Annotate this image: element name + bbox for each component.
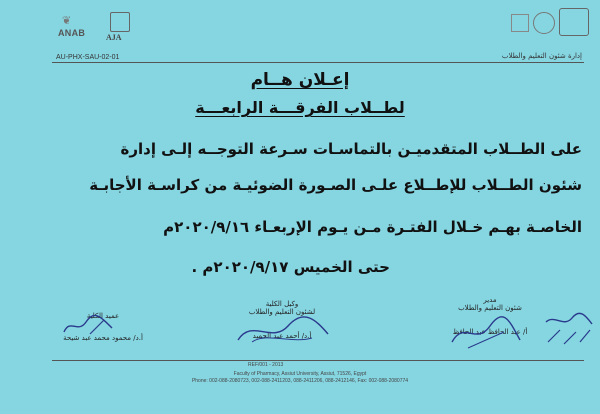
director-name: أ/ عبد الحافظ عبد الحافظ xyxy=(452,328,528,336)
footer-contact: Phone: 002-088-2080723, 002-088-2411203, 088-2411206, 088-2412146, Fax: 002-088-2080774 xyxy=(191,378,409,384)
vice-dean-signature-icon xyxy=(232,314,332,348)
university-logos xyxy=(505,8,595,46)
director-title: مدير xyxy=(483,296,497,304)
footer-address: Faculty of Pharmacy, Assiut University, Assiut, 71526, Egypt xyxy=(233,371,367,377)
director-signature-icon xyxy=(446,312,526,352)
wheat-icon: ❦ xyxy=(62,14,72,27)
notice-line-2: شئون الطــلاب للإطــلاع علـى الصـورة الضوئيـة من كراسـة الأجابـة xyxy=(89,176,582,194)
department-header: إدارة شئون التعليم والطلاب xyxy=(501,52,582,60)
footer-divider xyxy=(52,360,584,361)
notice-line-4: حتى الخميس ٢٠٢٠/٩/١٧م . xyxy=(191,258,390,276)
aja-logo-text: AJA xyxy=(106,33,122,42)
notice-line-3: الخاصـة بهـم خـلال الفتـرة مـن يـوم الإربعـاء ٢٠٢٠/٩/١٦م xyxy=(163,218,582,236)
university-emblem-icon xyxy=(559,8,589,36)
anab-logo xyxy=(54,14,96,44)
dean-name: أ.د/ محمود محمد عبد شيحة xyxy=(63,334,143,342)
document-code: AU-PHX-SAU-02-01 xyxy=(56,54,120,61)
vice-dean-title: وكيل الكلية xyxy=(265,300,299,308)
notice-line-1: على الطــلاب المتقدميـن بالتماسـات سـرعة التوجــه إلـى إدارة xyxy=(120,140,582,158)
footer-reference-code: REF/001 - 2013 xyxy=(248,362,284,368)
approval-scribble-icon xyxy=(540,312,596,352)
aja-emblem-icon xyxy=(110,12,130,32)
quality-emblem-icon xyxy=(511,14,529,32)
dean-signature-icon xyxy=(60,312,120,340)
header-divider xyxy=(52,62,584,63)
director-subtitle: شئون التعليم والطلاب xyxy=(458,304,522,312)
vice-dean-subtitle: لشئون التعليم والطلاب xyxy=(248,308,316,316)
vice-dean-name: أ.د/ أحمد عبد الحميد xyxy=(252,332,312,340)
notice-subtitle: لطــلاب الفرقـــة الرابعـــة xyxy=(195,98,405,117)
notice-title: إعـلان هــام xyxy=(250,70,350,90)
anab-logo-text: ANAB xyxy=(58,28,86,38)
faculty-emblem-icon xyxy=(533,12,555,34)
dean-title: عميد الكلية xyxy=(86,312,120,320)
aja-logo xyxy=(104,12,134,48)
